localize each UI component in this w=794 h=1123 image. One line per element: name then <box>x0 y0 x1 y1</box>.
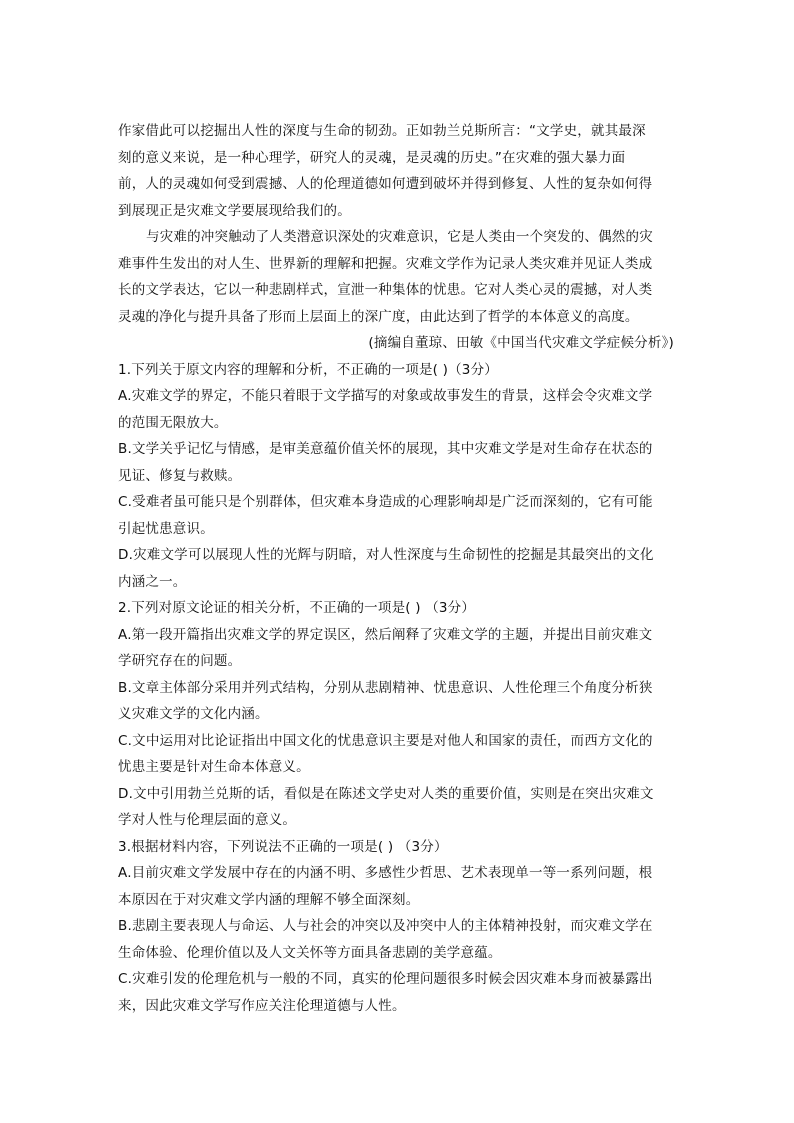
option-line: A.第一段开篇指出灾难文学的界定误区，然后阐释了灾难文学的主题，并提出目前灾难文 <box>118 626 653 643</box>
question-stem: 3.根据材料内容，下列说法不正确的一项是( ) （3分） <box>118 838 448 855</box>
option-line: 来，因此灾难文学写作应关注伦理道德与人性。 <box>118 997 406 1014</box>
option-b <box>118 913 676 966</box>
text-line: 长的文学表达，它以一种悲剧样式，宣泄一种集体的忧患。它对人类心灵的震撼，对人类 <box>118 282 653 298</box>
text-line: 到展现正是灾难文学要展现给我们的。 <box>118 202 351 219</box>
passage-paragraph-1 <box>118 118 676 224</box>
option-a <box>118 622 676 675</box>
option-c <box>118 489 676 542</box>
option-line: B.文章主体部分采用并列式结构，分别从悲剧精神、忧患意识、人性伦理三个角度分析狭 <box>118 679 653 696</box>
option-b <box>118 436 676 489</box>
option-line: 见证、修复与救赎。 <box>118 467 242 484</box>
option-line: 学对人性与伦理层面的意义。 <box>118 812 297 828</box>
option-c <box>118 966 676 1019</box>
passage-paragraph-2 <box>118 224 676 330</box>
question-1 <box>118 357 676 596</box>
text-line: 前，人的灵魂如何受到震撼、人的伦理道德如何遭到破坏并得到修复、人性的复杂如何得 <box>118 176 653 192</box>
exam-page <box>118 118 676 1019</box>
option-line: A.目前灾难文学发展中存在的内涵不明、多感性少哲思、艺术表现单一等一系列问题，根 <box>118 865 653 881</box>
option-line: 学研究存在的问题。 <box>118 653 242 669</box>
source-citation: (摘编自董琼、田敏《中国当代灾难文学症候分析》) <box>368 335 674 351</box>
text-line: 作家借此可以挖掘出人性的深度与生命的韧劲。正如勃兰兑斯所言：“文学史，就其最深 <box>118 123 646 139</box>
option-line: A.灾难文学的界定，不能只着眼于文学描写的对象或故事发生的背景，这样会令灾难文学 <box>118 388 653 404</box>
option-a <box>118 860 676 913</box>
question-2 <box>118 595 676 834</box>
question-stem: 1.下列关于原文内容的理解和分析，不正确的一项是( )（3分） <box>118 361 498 378</box>
option-a <box>118 383 676 436</box>
text-line: 灵魂的净化与提升具备了形而上层面上的深广度，由此达到了哲学的本体意义的高度。 <box>118 308 639 325</box>
option-line: 内涵之一。 <box>118 573 187 590</box>
option-d <box>118 781 676 834</box>
option-line: 引起忧患意识。 <box>118 520 214 537</box>
text-line: 难事件生发出的对人生、世界新的理解和把握。灾难文学作为记录人类灾难并见证人类成 <box>118 255 653 272</box>
option-line: 生命体验、伦理价值以及人文关怀等方面具备悲剧的美学意蕴。 <box>118 944 502 961</box>
option-line: B.文学关乎记忆与情感，是审美意蕴价值关怀的展现，其中灾难文学是对生命存在状态的 <box>118 441 653 457</box>
option-line: 本原因在于对灾难文学内涵的理解不够全面深刻。 <box>118 891 420 908</box>
option-line: D.灾难文学可以展现人性的光辉与阴暗，对人性深度与生命韧性的挖掘是其最突出的文化 <box>118 547 654 563</box>
option-line: 忧患主要是针对生命本体意义。 <box>118 759 310 775</box>
option-line: D.文中引用勃兰兑斯的话，看似是在陈述文学史对人类的重要价值，实则是在突出灾难文 <box>118 785 654 802</box>
option-line: C.受难者虽可能只是个别群体，但灾难本身造成的心理影响却是广泛而深刻的，它有可能 <box>118 494 653 510</box>
question-stem: 2.下列对原文论证的相关分析，不正确的一项是( ) （3分） <box>118 600 476 616</box>
option-c <box>118 728 676 781</box>
text-line: 刻的意义来说，是一种心理学，研究人的灵魂，是灵魂的历史。”在灾难的强大暴力面 <box>118 149 626 166</box>
option-line: C.文中运用对比论证指出中国文化的忧患意识主要是对他人和国家的责任，而西方文化的 <box>118 732 653 749</box>
option-line: C.灾难引发的伦理危机与一般的不同，真实的伦理问题很多时候会因灾难本身而被暴露出 <box>118 971 653 987</box>
question-3 <box>118 834 676 1020</box>
option-b <box>118 675 676 728</box>
option-line: 的范围无限放大。 <box>118 414 228 431</box>
option-line: B.悲剧主要表现人与命运、人与社会的冲突以及冲突中人的主体精神投射，而灾难文学在 <box>118 918 653 934</box>
option-d <box>118 542 676 595</box>
text-line: 与灾难的冲突触动了人类潜意识深处的灾难意识，它是人类由一个突发的、偶然的灾 <box>146 229 653 245</box>
option-line: 义灾难文学的文化内涵。 <box>118 706 269 722</box>
